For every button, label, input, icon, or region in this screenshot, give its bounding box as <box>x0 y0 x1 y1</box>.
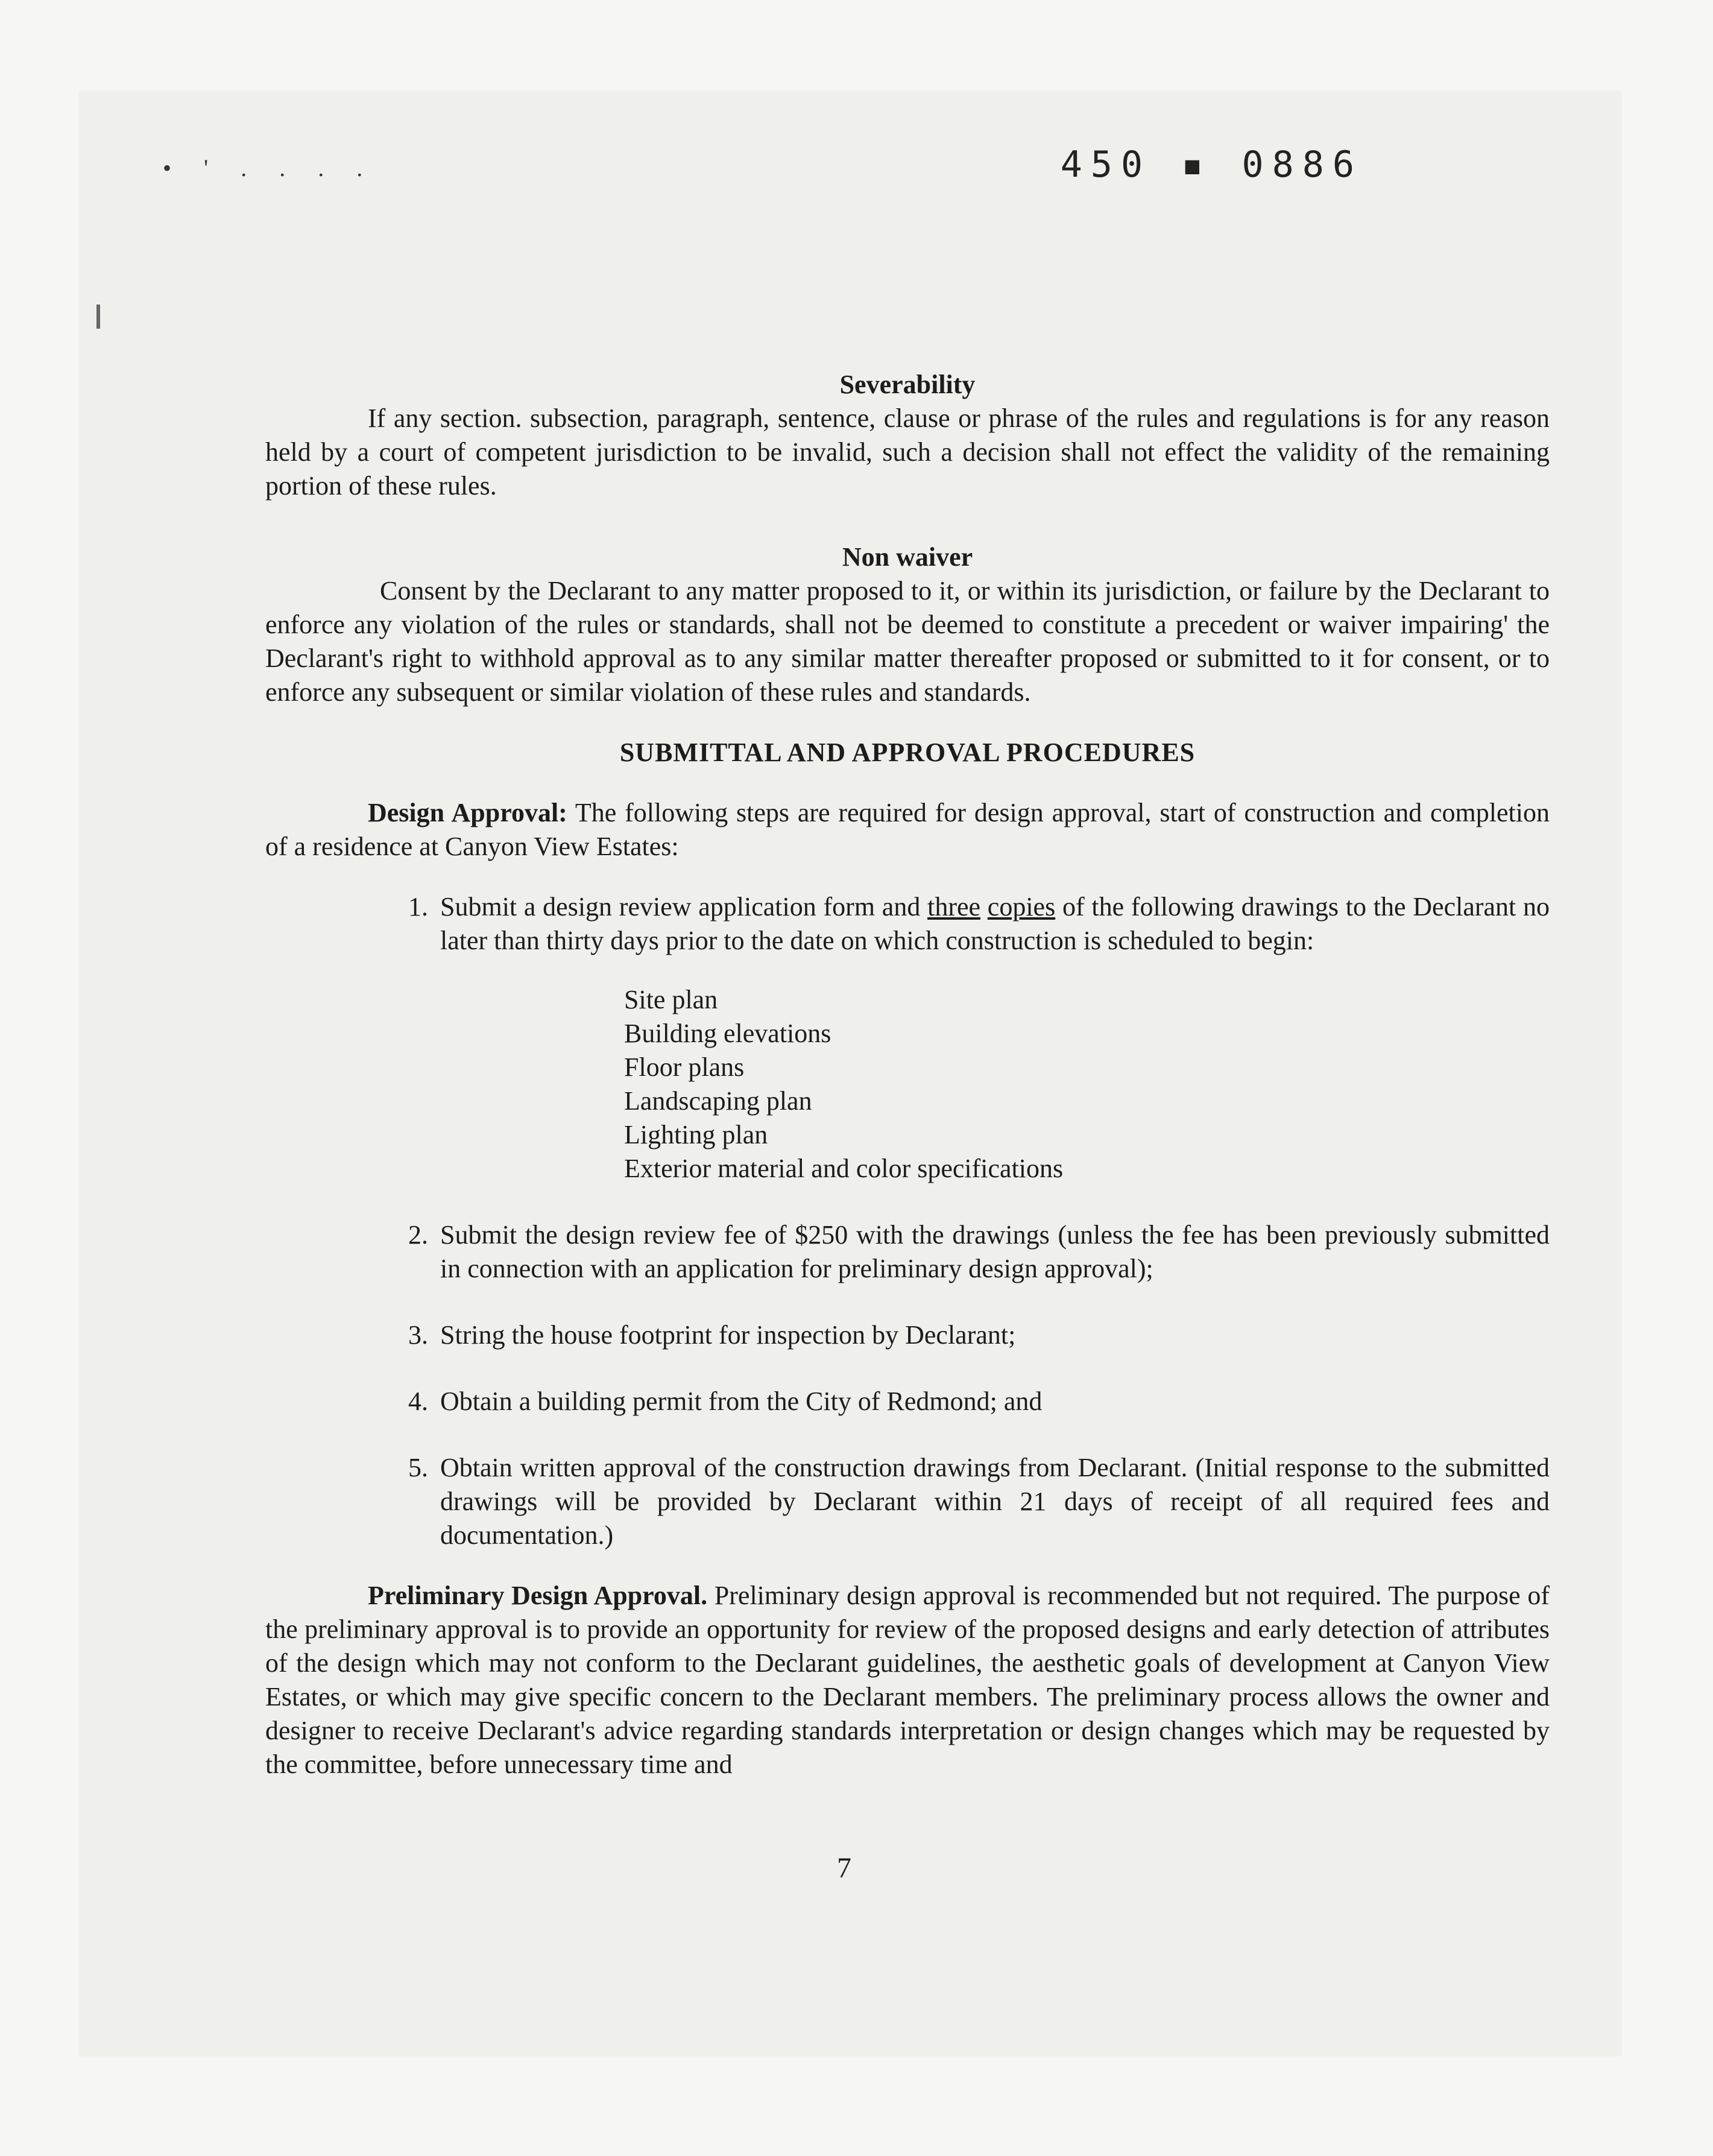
drawing-item: Exterior material and color specifications <box>624 1154 1064 1183</box>
step-underlined-word: three <box>927 892 981 922</box>
design-approval-text: The following steps are required for design approval, start of construction and completion of a residence at Canyon View Estates: <box>265 798 1550 861</box>
approval-steps-list <box>265 890 1550 1552</box>
list-item <box>392 1385 1550 1418</box>
drawing-item: Site plan <box>624 985 718 1014</box>
preliminary-approval-text: Preliminary design approval is recommended but not required. The purpose of the preliminary approval is to provide an opportunity for review of the proposed designs and early detection of attributes of the design which may not conform to the Declarant guidelines, the aesthetic goals of development at Canyon View Estates, or which may give specific concern to the Declarant members. The preliminary process allows the owner and designer to receive Declarant's advice regarding standards interpretation or design changes which may be requested by the committee, before unnecessary time and <box>265 1581 1550 1779</box>
non-waiver-paragraph: Consent by the Declarant to any matter proposed to it, or within its jurisdiction, or failure by the Declarant to enforce any violation of the rules or standards, shall not be deemed to constitute a precedent or waiver impairing' the Declarant's right to withhold approval as to any similar matter thereafter proposed or submitted to it for consent, or to enforce any subsequent or similar violation of these rules and standards. <box>265 576 1550 707</box>
scan-specks: • ' . . . . <box>163 154 376 182</box>
design-approval-label: Design Approval: <box>368 798 567 827</box>
page-number: 7 <box>837 1852 851 1884</box>
step-text: String the house footprint for inspection by Declarant; <box>440 1320 1016 1350</box>
step-text: Obtain a building permit from the City of Redmond; and <box>440 1386 1043 1416</box>
list-item <box>392 890 1550 1186</box>
procedures-heading: SUBMITTAL AND APPROVAL PROCEDURES <box>619 738 1196 767</box>
step-number: 1. <box>408 892 428 922</box>
severability-paragraph: If any section. subsection, paragraph, sentence, clause or phrase of the rules and regulations is for any reason held by a court of competent jurisdiction to be invalid, such a decision shall not effect the validity of the remaining portion of these rules. <box>265 403 1550 501</box>
drawing-item: Lighting plan <box>624 1120 768 1149</box>
step-text: Obtain written approval of the construction drawings from Declarant. (Initial response to the submitted drawings will be provided by Declarant within 21 days of receipt of all required fees and documentation.) <box>440 1453 1550 1550</box>
step-number: 4. <box>408 1386 428 1416</box>
drawings-list <box>440 983 1550 1186</box>
step-text: of the following drawings to the Declarant no later than thirty days prior to the date on which construction is scheduled to begin: <box>440 892 1550 955</box>
drawing-item: Floor plans <box>624 1052 745 1082</box>
document-body <box>265 368 1550 1781</box>
severability-heading: Severability <box>839 370 976 399</box>
non-waiver-heading: Non waiver <box>842 542 973 572</box>
step-number: 2. <box>408 1220 428 1250</box>
list-item <box>392 1218 1550 1286</box>
list-item <box>392 1451 1550 1552</box>
drawing-item: Landscaping plan <box>624 1086 812 1116</box>
step-number: 3. <box>408 1320 428 1350</box>
preliminary-approval-paragraph <box>265 1579 1550 1781</box>
preliminary-approval-label: Preliminary Design Approval. <box>368 1581 708 1610</box>
recording-number: 450 ▪ 0886 <box>1060 144 1363 186</box>
step-underlined-word: copies <box>987 892 1056 922</box>
step-number: 5. <box>408 1453 428 1482</box>
list-item <box>392 1318 1550 1352</box>
margin-mark <box>96 305 100 329</box>
step-text: Submit a design review application form and <box>440 892 921 922</box>
step-text: Submit the design review fee of $250 with the drawings (unless the fee has been previously submitted in connection with an application for preliminary design approval); <box>440 1220 1550 1283</box>
design-approval-paragraph <box>265 796 1550 864</box>
drawing-item: Building elevations <box>624 1019 831 1048</box>
